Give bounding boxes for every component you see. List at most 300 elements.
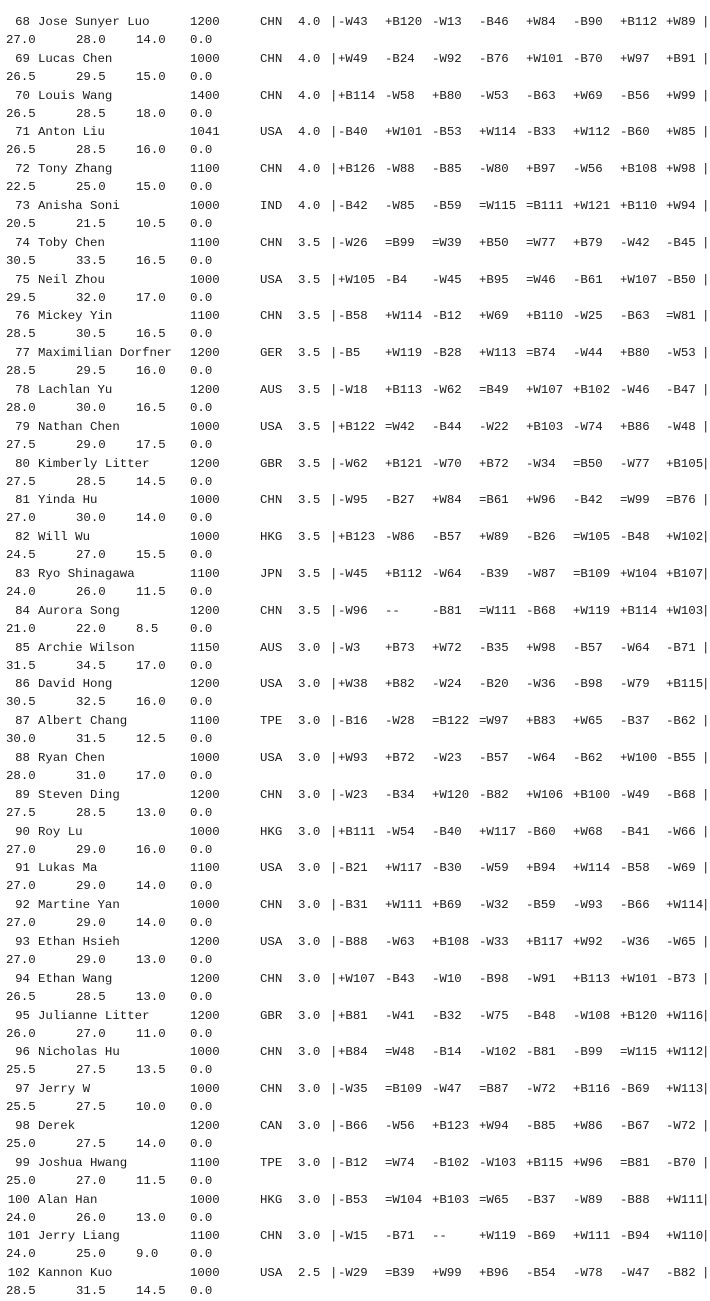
player-federation: CHN	[260, 1082, 283, 1097]
column-separator: |	[330, 272, 338, 287]
player-rating: 1000	[190, 530, 220, 545]
player-main-line	[0, 234, 710, 252]
player-federation: USA	[260, 272, 283, 287]
player-entry	[0, 1007, 710, 1044]
round-result: -W85	[385, 198, 415, 213]
column-separator: |	[330, 1118, 338, 1133]
player-main-line	[0, 50, 710, 68]
round-result: =B81	[620, 1155, 650, 1170]
tiebreak-value: 11.5	[136, 584, 166, 599]
tiebreak-line	[0, 546, 710, 564]
player-rating: 1100	[190, 1155, 220, 1170]
player-score: 3.0	[298, 898, 321, 913]
round-result: +W119	[573, 603, 611, 618]
tiebreak-value: 27.5	[76, 1100, 106, 1115]
tiebreak-value: 28.0	[76, 33, 106, 47]
player-rating: 1150	[190, 640, 220, 655]
player-score: 3.0	[298, 934, 321, 949]
round-result: -B42	[573, 493, 603, 508]
player-rating: 1200	[190, 346, 220, 361]
tiebreak-value: 8.5	[136, 621, 159, 636]
player-name: Ryo Shinagawa	[38, 566, 135, 581]
tiebreak-value: 0.0	[190, 768, 213, 783]
column-separator: |	[330, 1008, 338, 1023]
round-result: -B12	[338, 1155, 368, 1170]
player-number: 68	[15, 15, 30, 29]
player-entry	[0, 234, 710, 271]
player-main-line	[0, 307, 710, 325]
player-main-line	[0, 786, 710, 804]
player-main-line	[0, 344, 710, 362]
round-result: +W69	[479, 309, 509, 324]
crosstable	[0, 13, 710, 1301]
tiebreak-value: 0.0	[190, 658, 213, 673]
player-federation: CHN	[260, 898, 283, 913]
player-name: Jerry W	[38, 1082, 91, 1097]
player-number: 79	[15, 419, 30, 434]
tiebreak-value: 0.0	[190, 511, 213, 526]
round-result: +W65	[573, 714, 603, 729]
tiebreak-value: 0.0	[190, 143, 213, 158]
tiebreak-value: 30.5	[76, 327, 106, 342]
player-entry	[0, 712, 710, 749]
row-end-separator: |	[702, 125, 710, 140]
tiebreak-line	[0, 841, 710, 859]
round-result: =B109	[385, 1082, 423, 1097]
tiebreak-value: 32.5	[76, 695, 106, 710]
player-number: 100	[7, 1192, 30, 1207]
player-main-line	[0, 749, 710, 767]
round-result: +B91	[666, 51, 696, 66]
tiebreak-value: 13.5	[136, 1063, 166, 1078]
round-result: -W32	[479, 898, 509, 913]
tiebreak-value: 0.0	[190, 1210, 213, 1225]
round-result: +B120	[620, 1008, 658, 1023]
tiebreak-value: 17.0	[136, 768, 166, 783]
round-result: -B28	[432, 346, 462, 361]
player-name: Mickey Yin	[38, 309, 113, 324]
round-result: =B111	[526, 198, 564, 213]
tiebreak-line	[0, 988, 710, 1006]
player-federation: CHN	[260, 88, 283, 103]
tiebreak-value: 11.5	[136, 1173, 166, 1188]
tiebreak-value: 0.0	[190, 621, 213, 636]
tiebreak-value: 24.0	[6, 584, 36, 599]
round-result: -W63	[385, 934, 415, 949]
round-result: -W53	[666, 346, 696, 361]
player-federation: CHN	[260, 787, 283, 802]
tiebreak-line	[0, 105, 710, 123]
round-result: =B87	[479, 1082, 509, 1097]
round-result: -B62	[666, 714, 696, 729]
tiebreak-value: 14.0	[136, 879, 166, 894]
tiebreak-line	[0, 362, 710, 380]
row-end-separator: |	[702, 419, 710, 434]
player-entry	[0, 786, 710, 823]
column-separator: |	[330, 677, 338, 692]
round-result: +W101	[526, 51, 564, 66]
player-score: 3.0	[298, 1155, 321, 1170]
round-result: -B40	[338, 125, 368, 140]
player-federation: AUS	[260, 640, 283, 655]
tiebreak-value: 31.5	[6, 658, 36, 673]
player-rating: 1200	[190, 456, 220, 471]
column-separator: |	[330, 824, 338, 839]
player-federation: HKG	[260, 530, 283, 545]
round-result: -B66	[338, 1118, 368, 1133]
round-result: -W66	[666, 824, 696, 839]
round-result: -B59	[432, 198, 462, 213]
round-result: +B105	[666, 456, 704, 471]
tiebreak-value: 25.0	[76, 1247, 106, 1262]
tiebreak-value: 0.0	[190, 695, 213, 710]
player-entry	[0, 491, 710, 528]
player-main-line	[0, 896, 710, 914]
player-name: Ethan Hsieh	[38, 934, 120, 949]
row-end-separator: |	[702, 640, 710, 655]
player-number: 80	[15, 456, 30, 471]
round-result: +W96	[573, 1155, 603, 1170]
row-end-separator: |	[702, 1155, 710, 1170]
player-rating: 1200	[190, 787, 220, 802]
player-entry	[0, 675, 710, 712]
player-score: 3.0	[298, 1082, 321, 1097]
column-separator: |	[330, 1266, 338, 1281]
player-number: 102	[7, 1266, 30, 1281]
round-result: -W64	[620, 640, 650, 655]
player-number: 93	[15, 934, 30, 949]
tiebreak-value: 27.5	[76, 1136, 106, 1151]
player-rating: 1100	[190, 714, 220, 729]
player-rating: 1200	[190, 677, 220, 692]
tiebreak-line	[0, 1061, 710, 1079]
player-federation: GER	[260, 346, 283, 361]
tiebreak-value: 16.5	[136, 400, 166, 415]
round-result: -W59	[479, 861, 509, 876]
round-result: =B39	[385, 1266, 415, 1281]
player-score: 3.5	[298, 566, 321, 581]
player-rating: 1000	[190, 1082, 220, 1097]
tiebreak-value: 0.0	[190, 33, 213, 47]
player-main-line	[0, 675, 710, 693]
round-result: -W89	[573, 1192, 603, 1207]
tiebreak-value: 0.0	[190, 400, 213, 415]
round-result: -B30	[432, 861, 462, 876]
round-result: -W28	[385, 714, 415, 729]
player-name: Maximilian Dorfner	[38, 346, 172, 361]
round-result: =W39	[432, 235, 462, 250]
round-result: -W74	[573, 419, 603, 434]
round-result: -W13	[432, 15, 462, 29]
player-rating: 1000	[190, 51, 220, 66]
round-result: =B49	[479, 382, 509, 397]
column-separator: |	[330, 898, 338, 913]
tiebreak-value: 17.5	[136, 437, 166, 452]
round-result: -B71	[385, 1229, 415, 1244]
player-name: Jerry Liang	[38, 1229, 120, 1244]
player-name: Kimberly Litter	[38, 456, 150, 471]
round-result: +W104	[620, 566, 658, 581]
round-result: -W62	[338, 456, 368, 471]
round-result: -W87	[526, 566, 556, 581]
round-result: +W93	[338, 750, 368, 765]
column-separator: |	[330, 419, 338, 434]
tiebreak-value: 0.0	[190, 474, 213, 489]
column-separator: |	[330, 971, 338, 986]
player-score: 4.0	[298, 198, 321, 213]
player-entry	[0, 455, 710, 492]
round-result: -B102	[432, 1155, 470, 1170]
player-number: 94	[15, 971, 30, 986]
round-result: -W58	[385, 88, 415, 103]
tiebreak-value: 0.0	[190, 1284, 213, 1299]
round-result: =W115	[620, 1045, 658, 1060]
round-result: +B96	[479, 1266, 509, 1281]
round-result: -B98	[573, 677, 603, 692]
tiebreak-value: 0.0	[190, 989, 213, 1004]
column-separator: |	[330, 1082, 338, 1097]
round-result: -W75	[479, 1008, 509, 1023]
round-result: +B69	[432, 898, 462, 913]
player-rating: 1200	[190, 1008, 220, 1023]
player-rating: 1100	[190, 566, 220, 581]
tiebreak-line	[0, 1209, 710, 1227]
row-end-separator: |	[702, 1266, 710, 1281]
tiebreak-value: 18.0	[136, 106, 166, 121]
player-number: 82	[15, 530, 30, 545]
tiebreak-value: 14.0	[136, 916, 166, 931]
player-federation: IND	[260, 198, 283, 213]
round-result: +B86	[620, 419, 650, 434]
player-rating: 1100	[190, 1229, 220, 1244]
tiebreak-value: 22.5	[6, 180, 36, 195]
player-rating: 1041	[190, 125, 220, 140]
round-result: -W44	[573, 346, 603, 361]
player-name: Neil Zhou	[38, 272, 105, 287]
tiebreak-value: 17.0	[136, 290, 166, 305]
tiebreak-line	[0, 178, 710, 196]
player-name: Nathan Chen	[38, 419, 120, 434]
player-score: 3.0	[298, 750, 321, 765]
tiebreak-value: 20.5	[6, 216, 36, 231]
round-result: -W79	[620, 677, 650, 692]
player-number: 86	[15, 677, 30, 692]
player-score: 3.5	[298, 382, 321, 397]
round-result: +W114	[479, 125, 517, 140]
round-result: +W120	[432, 787, 470, 802]
tiebreak-line	[0, 252, 710, 270]
player-entry	[0, 197, 710, 234]
tiebreak-value: 0.0	[190, 216, 213, 231]
tiebreak-value: 28.5	[76, 989, 106, 1004]
tiebreak-value: 13.0	[136, 1210, 166, 1225]
round-result: +B80	[432, 88, 462, 103]
round-result: +B82	[385, 677, 415, 692]
player-entry	[0, 1080, 710, 1117]
player-number: 101	[7, 1229, 30, 1244]
player-number: 98	[15, 1118, 30, 1133]
player-federation: USA	[260, 125, 283, 140]
round-result: -W47	[620, 1266, 650, 1281]
round-result: -B90	[573, 15, 603, 29]
player-number: 75	[15, 272, 30, 287]
round-result: -W36	[526, 677, 556, 692]
player-federation: TPE	[260, 1155, 283, 1170]
tiebreak-value: 14.5	[136, 474, 166, 489]
player-name: Anton Liu	[38, 125, 105, 140]
row-end-separator: |	[702, 787, 710, 802]
player-number: 97	[15, 1082, 30, 1097]
row-end-separator: |	[702, 1229, 710, 1244]
player-entry	[0, 13, 710, 50]
player-score: 3.5	[298, 309, 321, 324]
player-rating: 1000	[190, 750, 220, 765]
round-result: +B79	[573, 235, 603, 250]
round-result: +B80	[620, 346, 650, 361]
tiebreak-line	[0, 1282, 710, 1300]
round-result: -B69	[620, 1082, 650, 1097]
round-result: =B61	[479, 493, 509, 508]
player-number: 76	[15, 309, 30, 324]
round-result: +B72	[479, 456, 509, 471]
row-end-separator: |	[702, 1045, 710, 1060]
player-name: Ryan Chen	[38, 750, 105, 765]
player-rating: 1000	[190, 898, 220, 913]
player-name: Lucas Chen	[38, 51, 113, 66]
row-end-separator: |	[702, 530, 710, 545]
round-result: +W84	[432, 493, 462, 508]
row-end-separator: |	[702, 603, 710, 618]
player-score: 3.0	[298, 787, 321, 802]
round-result: -W95	[338, 493, 368, 508]
player-number: 73	[15, 198, 30, 213]
round-result: +W107	[526, 382, 564, 397]
round-result: -W48	[666, 419, 696, 434]
tiebreak-value: 0.0	[190, 805, 213, 820]
player-rating: 1000	[190, 1045, 220, 1060]
player-rating: 1200	[190, 934, 220, 949]
round-result: =W111	[479, 603, 517, 618]
round-result: +W111	[385, 898, 423, 913]
round-result: +B121	[385, 456, 423, 471]
round-result: -W72	[666, 1118, 696, 1133]
round-result: -B61	[573, 272, 603, 287]
round-result: +W114	[385, 309, 423, 324]
round-result: -W77	[620, 456, 650, 471]
player-score: 4.0	[298, 88, 321, 103]
player-entry	[0, 933, 710, 970]
player-entry	[0, 1154, 710, 1191]
round-result: -B45	[666, 235, 696, 250]
tiebreak-value: 26.0	[6, 1026, 36, 1041]
player-federation: CHN	[260, 603, 283, 618]
player-number: 70	[15, 88, 30, 103]
player-main-line	[0, 1227, 710, 1245]
round-result: -B69	[526, 1229, 556, 1244]
player-main-line	[0, 528, 710, 546]
round-result: -W88	[385, 162, 415, 177]
tiebreak-line	[0, 914, 710, 932]
tiebreak-value: 30.5	[6, 253, 36, 268]
round-result: +W113	[666, 1082, 704, 1097]
tiebreak-value: 11.0	[136, 1026, 166, 1041]
row-end-separator: |	[702, 88, 710, 103]
player-entry	[0, 565, 710, 602]
round-result: -B32	[432, 1008, 462, 1023]
round-result: -B57	[432, 530, 462, 545]
round-result: +W99	[432, 1266, 462, 1281]
round-result: -B48	[526, 1008, 556, 1023]
round-result: +B123	[432, 1118, 470, 1133]
player-main-line	[0, 1264, 710, 1282]
player-main-line	[0, 455, 710, 473]
round-result: +W100	[620, 750, 658, 765]
round-result: -W56	[385, 1118, 415, 1133]
round-result: -B47	[666, 382, 696, 397]
tiebreak-line	[0, 804, 710, 822]
tiebreak-value: 32.0	[76, 290, 106, 305]
round-result: -B82	[479, 787, 509, 802]
round-result: -B81	[526, 1045, 556, 1060]
round-result: -B63	[526, 88, 556, 103]
player-score: 3.5	[298, 235, 321, 250]
tiebreak-value: 0.0	[190, 879, 213, 894]
round-result: +B115	[526, 1155, 564, 1170]
player-entry	[0, 50, 710, 87]
round-result: -B57	[573, 640, 603, 655]
round-result: +W114	[666, 898, 704, 913]
round-result: -W49	[620, 787, 650, 802]
player-main-line	[0, 271, 710, 289]
tiebreak-value: 27.5	[76, 1063, 106, 1078]
round-result: -B62	[573, 750, 603, 765]
round-result: =W48	[385, 1045, 415, 1060]
player-name: Ethan Wang	[38, 971, 113, 986]
round-result: =B99	[385, 235, 415, 250]
round-result: -W24	[432, 677, 462, 692]
player-entry	[0, 859, 710, 896]
round-result: -W96	[338, 603, 368, 618]
round-result: -W43	[338, 15, 368, 29]
tiebreak-value: 27.0	[76, 1173, 106, 1188]
row-end-separator: |	[702, 898, 710, 913]
player-rating: 1000	[190, 419, 220, 434]
tiebreak-line	[0, 767, 710, 785]
player-name: Will Wu	[38, 530, 91, 545]
round-result: +B120	[385, 15, 423, 29]
column-separator: |	[330, 714, 338, 729]
round-result: -B71	[666, 640, 696, 655]
tiebreak-value: 28.5	[6, 1284, 36, 1299]
player-entry	[0, 418, 710, 455]
player-entry	[0, 344, 710, 381]
round-result: +W101	[385, 125, 423, 140]
tiebreak-value: 31.5	[76, 732, 106, 747]
player-score: 3.5	[298, 456, 321, 471]
tiebreak-value: 13.0	[136, 952, 166, 967]
tiebreak-value: 0.0	[190, 253, 213, 268]
player-number: 81	[15, 493, 30, 508]
column-separator: |	[330, 88, 338, 103]
player-number: 95	[15, 1008, 30, 1023]
tiebreak-value: 16.0	[136, 695, 166, 710]
tiebreak-value: 16.0	[136, 842, 166, 857]
round-result: -B5	[338, 346, 361, 361]
player-name: Jose Sunyer Luo	[38, 15, 150, 29]
player-number: 91	[15, 861, 30, 876]
round-result: +W92	[573, 934, 603, 949]
round-result: -W46	[620, 382, 650, 397]
